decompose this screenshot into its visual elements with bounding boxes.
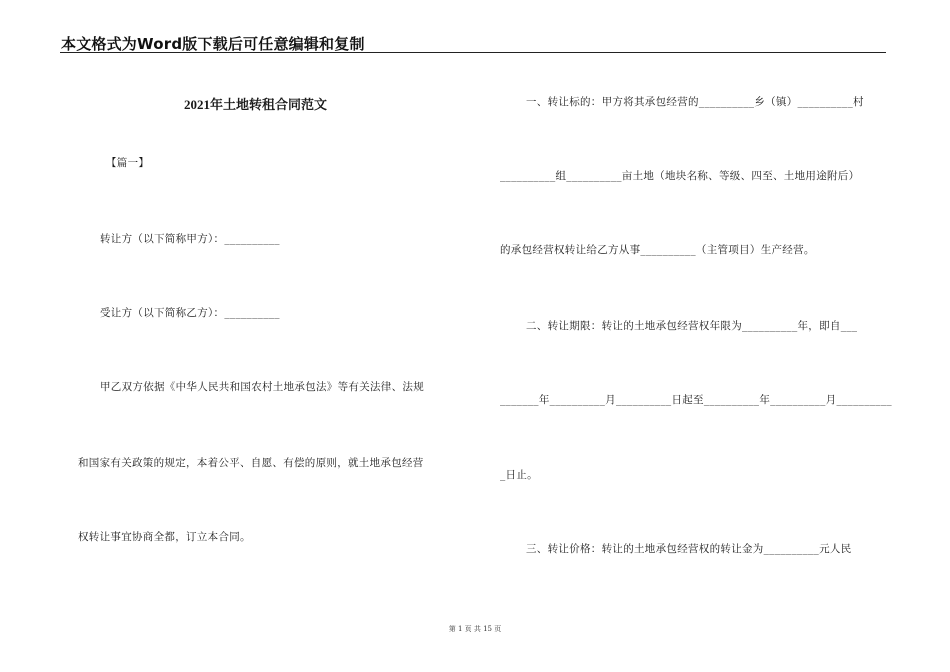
document-title: 2021年土地转租合同范文 [184,97,328,112]
page-indicator: 第 1 页 共 15 页 [448,625,502,633]
transferee-line: 受让方（以下简称乙方）：__________ [100,307,280,319]
clause-2-line-1: 二、转让期限：转让的土地承包经营权年限为__________年，即自___ [526,320,858,332]
section-label: 【篇一】 [106,157,150,169]
intro-paragraph-line-2: 和国家有关政策的规定，本着公平、自愿、有偿的原则，就土地承包经营 [78,457,424,469]
clause-2-line-2: _______年__________月__________日起至__________年__________月__________ [500,394,892,406]
clause-1-line-2: __________组__________亩土地（地块名称、等级、四至、土地用途附后） [500,170,860,182]
clause-2-line-3: _日止。 [500,469,538,481]
transferor-line: 转让方（以下简称甲方）：__________ [100,233,280,245]
intro-paragraph-line-1: 甲乙双方依据《中华人民共和国农村土地承包法》等有关法律、法规 [100,381,424,393]
clause-3-line-1: 三、转让价格：转让的土地承包经营权的转让金为__________元人民 [526,543,852,555]
clause-1-line-3: 的承包经营权转让给乙方从事__________（主管项目）生产经营。 [500,244,815,256]
header-divider [60,52,886,53]
clause-1-line-1: 一、转让标的：甲方将其承包经营的__________乡（镇）__________村 [526,96,864,108]
intro-paragraph-line-3: 权转让事宜协商全都，订立本合同。 [78,531,251,543]
document-header: 本文格式为Word版下载后可任意编辑和复制 [61,35,365,53]
